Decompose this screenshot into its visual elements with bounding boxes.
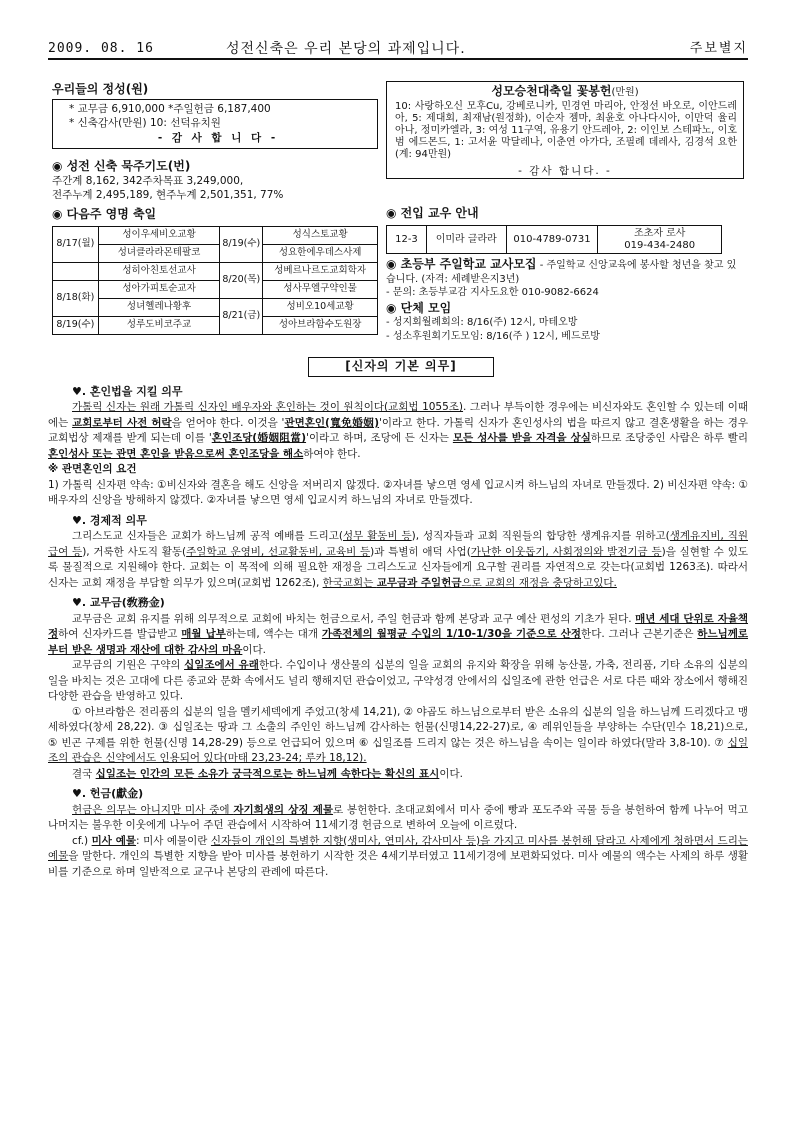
feast-saint: 성사무엘구약인물 [263, 281, 378, 299]
sunday-school-contact: - 문의: 초등부교감 지사도요한 010-9082-6624 [386, 287, 599, 298]
feast-saint: 성비오10세교황 [263, 299, 378, 317]
table-row [53, 281, 378, 299]
page-header [48, 40, 748, 60]
sunday-school-section [386, 256, 744, 300]
rosary-line-2: 전주누계 2,495,189, 현주누계 2,501,351, 77% [52, 189, 284, 202]
feast-date: 8/19(수) [220, 227, 263, 263]
table-row [53, 317, 378, 335]
paragraph: 가톨릭 신자는 원래 가톨릭 신자인 배우자와 혼인하는 것이 원칙이다(교회법 1055조). 그러나 부득이한 경우에는 비신자와도 혼인할 수 있는데 이때에는 교회로부터 사전 허락을 얻어야 한다. 이것을 '관면혼인(寬免婚姻)'이라고 한다. 가톨릭 신자가 혼인성사의 법을 따르지 않고 결혼생활을 하는 경우 교회법상 제재를 받게 되는데 이를 '혼인조당(婚姻阻當)'이라고 하며, 조당에 든 신자는 모든 성사를 받을 자격을 상실하므로 조당중인 사람은 하루 빨리 혼인성사 또는 관면 혼인을 받음으로써 혼인조당을 해소하여야 한다. [48, 401, 748, 460]
feast-date: 8/19(수) [53, 317, 99, 335]
table-row [53, 227, 378, 245]
transfer-guide [598, 226, 722, 254]
table-row [387, 226, 722, 254]
flower-donors: 10: 사랑하오신 모후Cu, 강베로니카, 민경연 마리아, 안정선 바오로, 이안드레아, 5: 제대회, 최재남(원정화), 이순자 젬마, 최윤호 아나다시아, 이만덕 율리아나, 정미카엘라, 3: 여성 11구역, 유용기 안드레아, 2: 이인보 스테파노, 이호범 에드몬드, 1: 고서윤 막달레나, 이춘연 아가다, 조필례 데레사, 김경석 요한 (계: 94만원) [395, 100, 737, 160]
table-row [53, 245, 378, 263]
table-row [53, 263, 378, 281]
offering-thanks: - 감 사 합 니 다 - [157, 131, 279, 144]
paragraph: 교무금의 기원은 구약의 십일조에서 유래한다. 수입이나 생산물의 십분의 일을 교회의 유지와 확장을 위해 농산물, 가축, 전리품, 기타 소유의 십분의 일을 바치는 것은 고대에 다른 종교와 문화 속에서도 널리 행해지던 관습이었고, 구약성경 안에서의 십일조에 관한 언급은 서로 다른 때와 장소에서 행해진 다양한 관습을 반영하고 있다. [48, 659, 748, 703]
feast-date: 8/21(금) [220, 299, 263, 335]
sunday-school-title: ◉ 초등부 주일학교 교사모집 [386, 257, 537, 271]
sunday-school-desc: - 주일학교 신앙교육에 봉사할 청년을 찾고 있습니다. (자격: 세례받은지3년) [386, 260, 737, 285]
flower-offering-box [386, 81, 744, 179]
feast-saint: 성요한에우데스사제 [263, 245, 378, 263]
guide-phone: 019-434-2480 [624, 239, 696, 251]
paragraph: 헌금은 의무는 아니지만 미사 중에 자기희생의 상징 제물로 봉헌한다. 초대교회에서 미사 중에 빵과 포도주와 곡물 등을 봉헌하여 함께 나누어 먹고 나머지는 불우한 이웃에게 나누어 주던 관습에서 시작하여 11세기경 헌금으로 변하여 오늘에 이르렀다. [48, 803, 748, 832]
group-title: ◉ 단체 모임 [386, 301, 452, 315]
flower-unit: (만원) [611, 87, 639, 98]
section-heading: ♥. 헌금(獻金) [72, 787, 144, 801]
offering-title: 우리들의 정성(원) [52, 82, 149, 96]
transfer-table [386, 225, 722, 254]
transfer-section [386, 205, 744, 254]
feast-saint: 성아가피토순교자 [98, 281, 220, 299]
duty-article [48, 380, 748, 880]
offering-section [52, 81, 378, 149]
feast-saint: 성이우세비오교황 [98, 227, 220, 245]
feast-saint: 성식스토교황 [263, 227, 378, 245]
transfer-name: 이미라 글라라 [426, 226, 506, 254]
offering-box [52, 99, 378, 149]
feast-saint: 성베르나르도교회학자 [263, 263, 378, 281]
section-heading: ♥. 경제적 의무 [72, 513, 147, 527]
paragraph: ① 아브라함은 전리품의 십분의 일을 멜키세덱에게 주었고(창세 14,21), ② 야곱도 하느님으로부터 받은 소유의 십분의 일을 하느님께 드리겠다고 맹세하였다(창세 28,22). ③ 십일조는 땅과 그 소출의 주인인 하느님께 감사하는 헌물(신명14,22-27)로, ④ 레위인들을 부양하는 수단(민수 18,21)으로, ⑤ 빈곤 구제를 위한 헌물(신명 14,28-29) 등으로 언급되어 있으며 ⑥ 십일조를 드리지 않는 것은 하느님을 속이는 일이라 하였다(말라 3,8-10). ⑦ 십일조의 관습은 신약에서도 인용되어 있다(마태 23,23-24; 루카 18,12). [48, 705, 748, 765]
group-line-2: - 성소후원회기도모임: 8/16(주 ) 12시, 베드로방 [386, 330, 600, 342]
feast-date: 8/18(화) [53, 281, 99, 317]
feast-date: 8/20(목) [220, 263, 263, 299]
group-meeting-section [386, 300, 744, 343]
feast-day-title: ◉ 다음주 영명 축일 [52, 207, 157, 221]
paragraph: 결국 십일조는 인간의 모든 소유가 궁극적으로는 하느님께 속한다는 확신의 표시이다. [72, 767, 463, 780]
section-heading: ♥. 교무금(敎務金) [72, 596, 165, 610]
rosary-prayer-section [52, 158, 378, 203]
sub-heading: ※ 관면혼인의 요건 [48, 463, 137, 476]
transfer-district: 12-3 [387, 226, 427, 254]
feast-day-table [52, 226, 378, 335]
feast-date: 8/17(월) [53, 227, 99, 263]
feast-saint: 성아브라함수도원장 [263, 317, 378, 335]
feast-saint: 성녀클라라몬테팔코 [98, 245, 220, 263]
sunday-school-notice [386, 256, 744, 286]
section-heading: ♥. 혼인법을 지킬 의무 [72, 385, 183, 398]
rosary-title: ◉ 성전 신축 묵주기도(번) [52, 159, 191, 173]
feast-date-empty [53, 263, 99, 281]
publication-label: 주보별지 [689, 41, 748, 56]
duty-title: [신자의 기본 의무] [308, 357, 494, 377]
feast-saint: 성히아친토선교사 [98, 263, 220, 281]
flower-title [387, 82, 743, 100]
feast-saint: 성루도비코주교 [98, 317, 220, 335]
paragraph: cf.) 미사 예물: 미사 예물이란 신자들이 개인의 특별한 지향(생미사, 연미사, 감사미사 등)을 가지고 미사를 봉헌해 달라고 사제에게 청하면서 드리는 예물을 말한다. 개인의 특별한 지향을 받아 미사를 봉헌하기 시작한 것은 4세기부터였고 11세기경에 보편화되었다. 미사 예물의 액수는 사제의 하루 생활비를 기준으로 하며 일반적으로 교구나 본당의 관례에 따른다. [48, 834, 748, 878]
paragraph: 교무금은 교회 유지를 위해 의무적으로 교회에 바치는 헌금으로서, 주일 헌금과 함께 본당과 교구 예산 편성의 기초가 된다. 매년 세대 단위로 자율책정하여 신자카드를 발급받고 매월 납부하는데, 액수는 대개 가족전체의 월평균 수입의 1/10-1/30을 기준으로 산정한다. 그러나 근본기준은 하느님께로부터 받은 생명과 재산에 대한 감사의 마음이다. [48, 612, 749, 656]
paragraph: 1) 가톨릭 신자편 약속: ①비신자와 결혼을 해도 신앙을 저버리지 않겠다. ②자녀를 낳으면 영세 입교시켜 하느님의 자녀로 만들겠다. 2) 비신자편 약속: ①배우자의 신앙을 방해하지 않겠다. ②자녀를 낳으면 영세 입교시켜 하느님의 자녀로 만들겠다. [48, 478, 748, 507]
guide-name: 조초자 로사 [633, 228, 686, 240]
group-line-1: - 성지회월례회의: 8/16(주) 12시, 마테오방 [386, 317, 578, 329]
table-row [53, 299, 378, 317]
paragraph: 그리스도교 신자들은 교회가 하느님께 공적 예배를 드리고(성무 활동비 등), 성직자들과 교회 직원들의 합당한 생계유지를 위하고(생계유지비, 직원급여 등), 거룩한 사도직 활동(주일학교 운영비, 선교활동비, 교육비 등)과 특별히 애덕 사업(가난한 이웃돕기, 사회정의와 발전기금 등)을 실현할 수 있도록 물질적으로 지원해야 한다. 교회는 이 목적에 의해 필요한 재정을 그리스도교 신자들에게 요구할 권리를 자연적으로 갖는다(교회법 1263조). 따라서 신자는 교회 재정을 부담할 의무가 있으며(교회법 1262조), 한국교회는 교무금과 주일헌금으로 교회의 재정을 충당하고있다. [48, 530, 748, 589]
offering-line-2: * 신축감사(만원) 10: 선덕유치원 [69, 117, 221, 130]
feast-day-section [52, 206, 378, 335]
flower-thanks: - 감사 합니다. - [518, 164, 612, 177]
feast-saint: 성녀헬레나황후 [98, 299, 220, 317]
transfer-phone: 010-4789-0731 [506, 226, 598, 254]
bulletin-date: 2009. 08. 16 [48, 41, 154, 56]
flower-title-text: 성모승천대축일 꽃봉헌 [491, 84, 612, 98]
offering-line-1: * 교무금 6,910,000 *주일헌금 6,187,400 [69, 103, 271, 116]
rosary-line-1: 주간계 8,162, 342주차목표 3,249,000, [52, 175, 244, 188]
transfer-title: ◉ 전입 교우 안내 [386, 206, 479, 220]
header-slogan: 성전신축은 우리 본당의 과제입니다. [226, 41, 466, 57]
